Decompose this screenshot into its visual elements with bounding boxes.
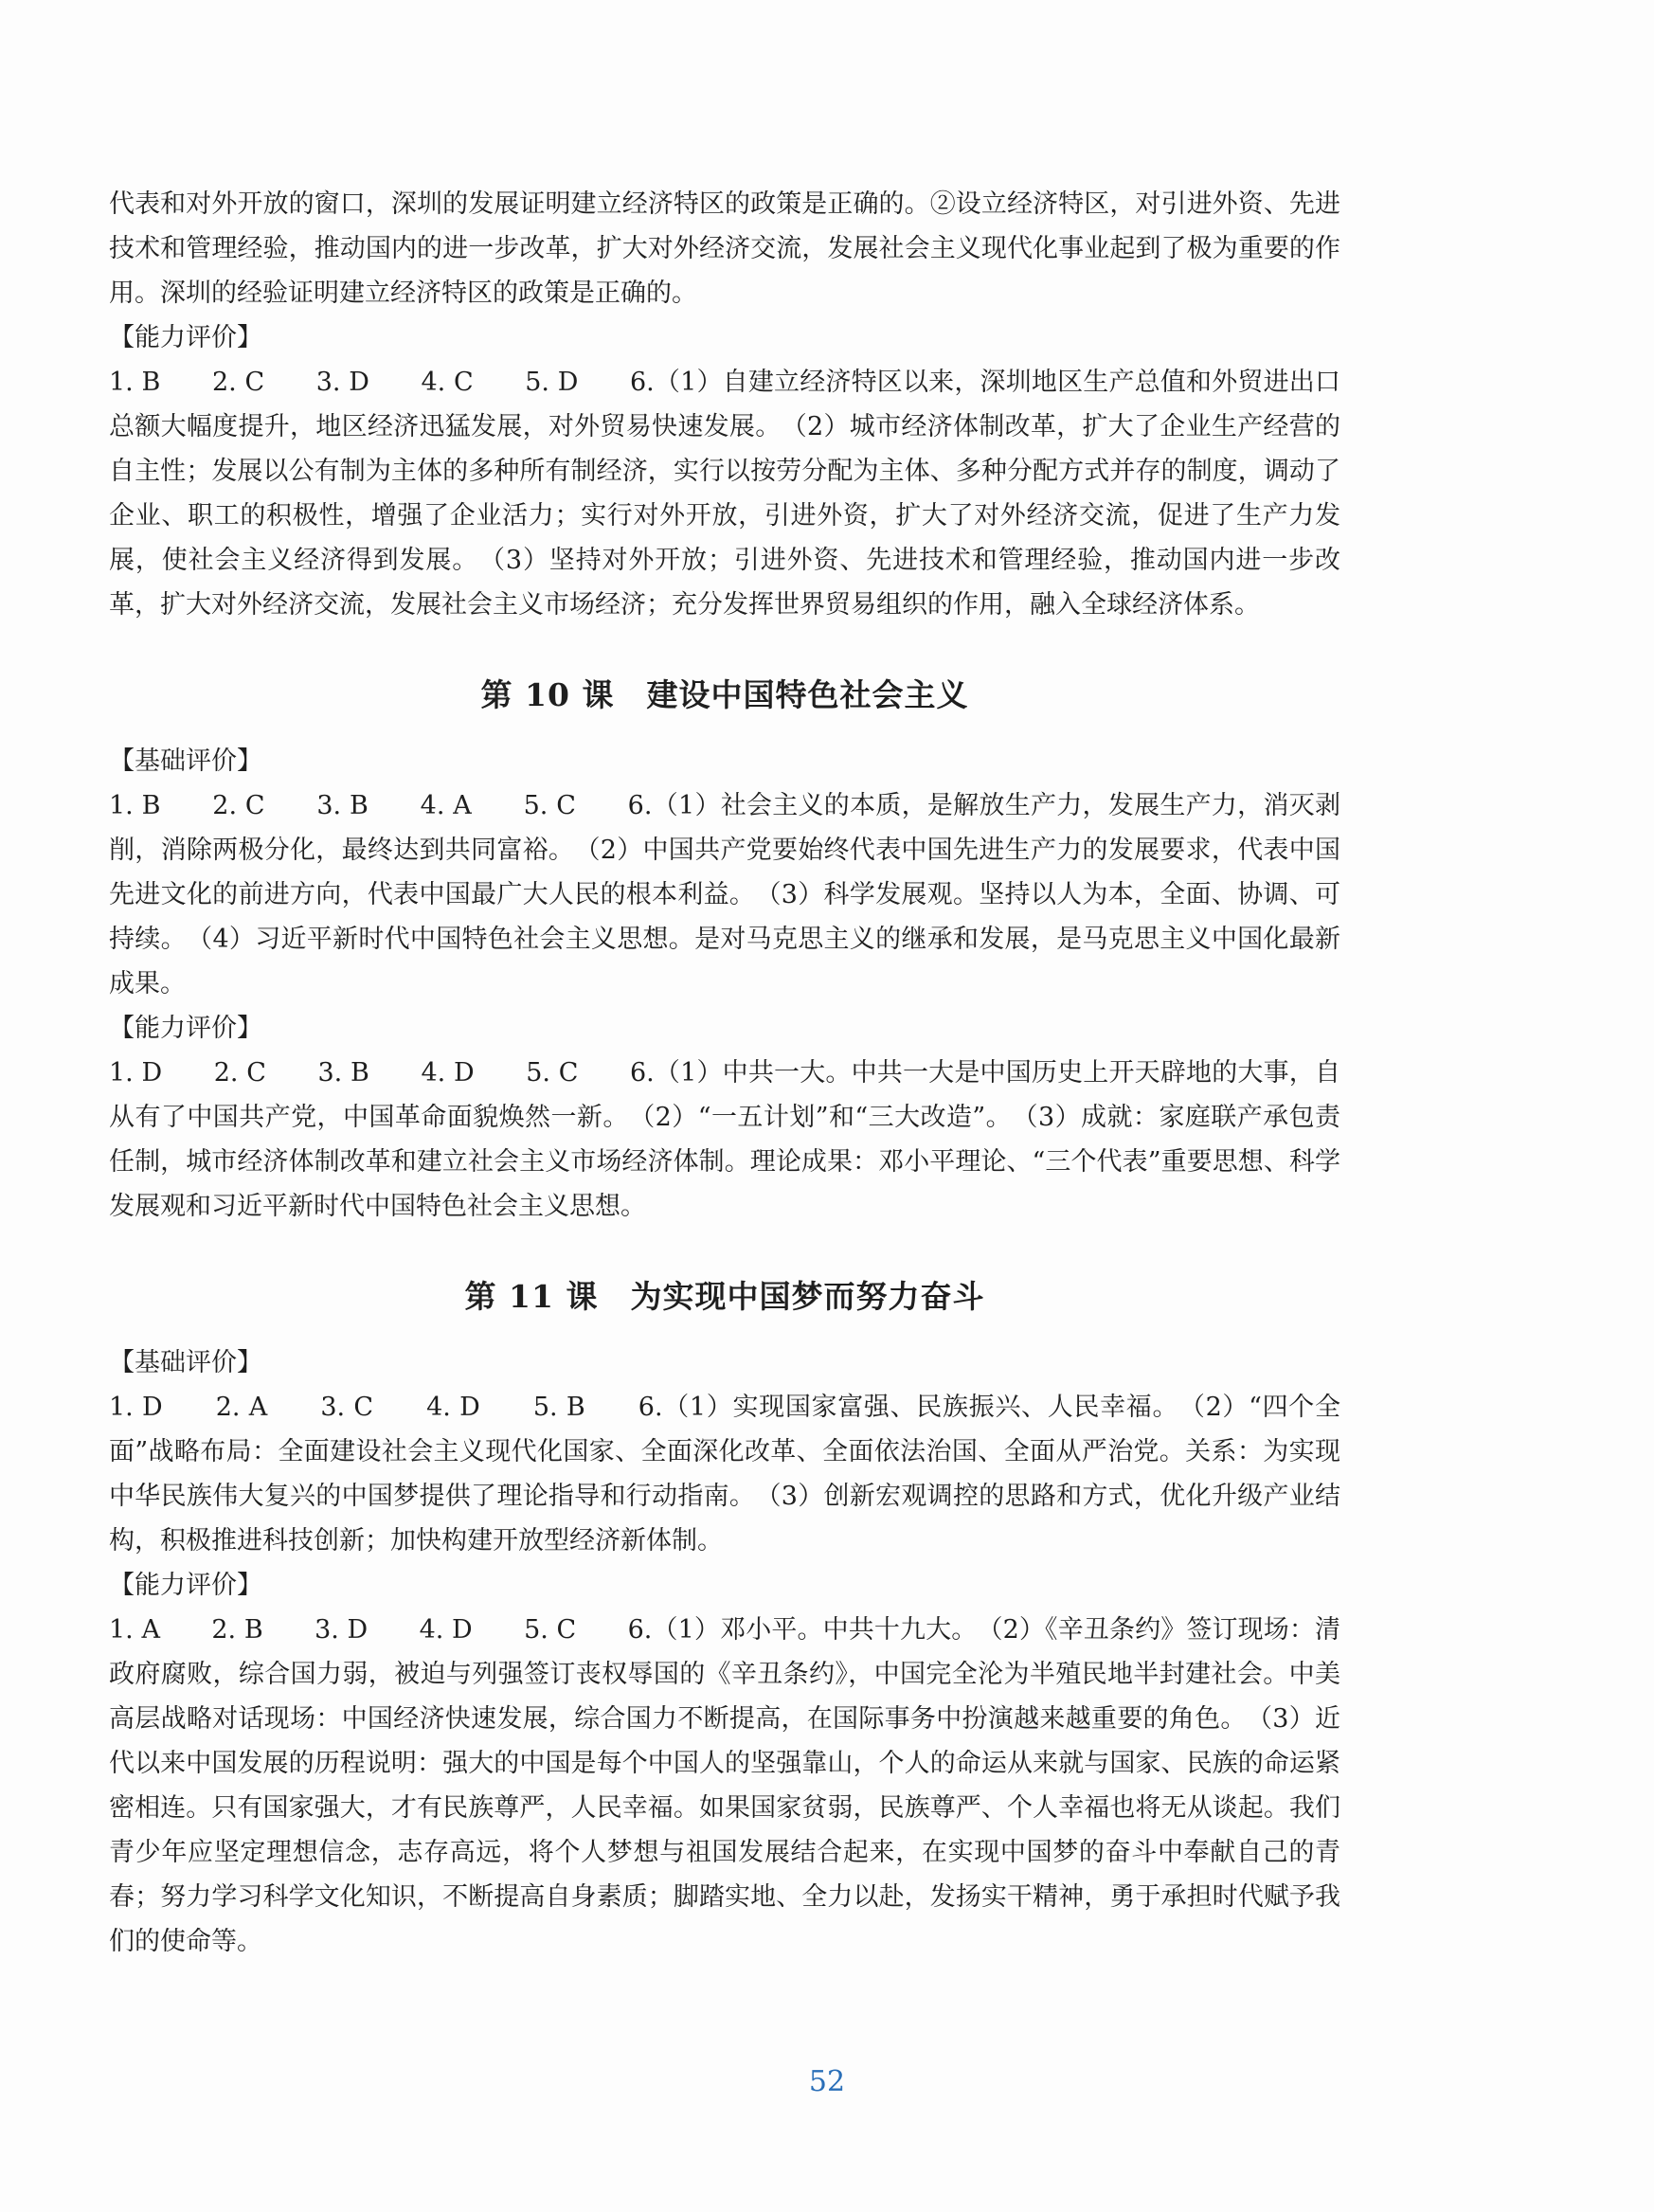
ability-answers-lesson10: 1. D 2. C 3. B 4. D 5. C 6.（1）中共一大。中共一大是中国历史上开天辟地的大事，自从有了中国共产党，中国革命面貌焕然一新。 （2）“一五计划”和“三大改造”。 （3）成就：家庭联产承包责任制，城市经济体制改革和建立社会主义市场经济体制。理论成果：邓小平理论、“三个代表”重要思想、科学发展观和习近平新时代中国特色社会主义思想。 [109, 1058, 1340, 1221]
ability-answers-lesson11: 1. A 2. B 3. D 4. D 5. C 6.（1）邓小平。中共十九大。 （2）《辛丑条约》签订现场：清政府腐败，综合国力弱，被迫与列强签订丧权辱国的《辛丑条约》，中国完全沦为半殖民地半封建社会。中美高层战略对话现场：中国经济快速发展，综合国力不断提高，在国际事务中扮演越来越重要的角色。 （3）近代以来中国发展的历程说明：强大的中国是每个中国人的坚强靠山，个人的命运从来就与国家、民族的命运紧密相连。只有国家强大，才有民族尊严，人民幸福。如果国家贫弱，民族尊严、个人幸福也将无从谈起。我们青少年应坚定理想信念，志存高远，将个人梦想与祖国发展结合起来，在实现中国梦的奋斗中奉献自己的青春；努力学习科学文化知识，不断提高自身素质；脚踏实地、全力以赴，发扬实干精神，勇于承担时代赋予我们的使命等。 [109, 1615, 1340, 1956]
basic-answers-lesson10: 1. B 2. C 3. B 4. A 5. C 6.（1）社会主义的本质，是解放生产力，发展生产力，消灭剥削，消除两极分化，最终达到共同富裕。 （2）中国共产党要始终代表中国先进生产力的发展要求，代表中国先进文化的前进方向，代表中国最广大人民的根本利益。 （3）科学发展观。坚持以人为本，全面、协调、可持续。 （4）习近平新时代中国特色社会主义思想。是对马克思主义的继承和发展，是马克思主义中国化最新成果。 [109, 791, 1340, 998]
lesson-11-title: 第 11 课 为实现中国梦而努力奋斗 [464, 1278, 985, 1315]
lesson-10-title: 第 10 课 建设中国特色社会主义 [480, 676, 969, 713]
page-content [109, 182, 1340, 1964]
ability-label-lesson11: 【能力评价】 [109, 1571, 262, 1600]
basic-label-lesson11: 【基础评价】 [109, 1348, 262, 1377]
ability-label-lesson9: 【能力评价】 [109, 323, 262, 352]
basic-label-lesson10: 【基础评价】 [109, 746, 262, 776]
basic-answers-lesson11: 1. D 2. A 3. C 4. D 5. B 6.（1）实现国家富强、民族振兴、人民幸福。 （2）“四个全面”战略布局：全面建设社会主义现代化国家、全面深化改革、全面依法治国、全面从严治党。关系：为实现中华民族伟大复兴的中国梦提供了理论指导和行动指南。 （3）创新宏观调控的思路和方式，优化升级产业结构，积极推进科技创新；加快构建开放型经济新体制。 [109, 1393, 1340, 1556]
intro-paragraph: 代表和对外开放的窗口，深圳的发展证明建立经济特区的政策是正确的。②设立经济特区，对引进外资、先进技术和管理经验，推动国内的进一步改革，扩大对外经济交流，发展社会主义现代化事业起到了极为重要的作用。深圳的经验证明建立经济特区的政策是正确的。 [109, 189, 1340, 308]
ability-answers-lesson9: 1. B 2. C 3. D 4. C 5. D 6.（1）自建立经济特区以来，深圳地区生产总值和外贸进出口总额大幅度提升，地区经济迅猛发展，对外贸易快速发展。 （2）城市经济体制改革，扩大了企业生产经营的自主性；发展以公有制为主体的多种所有制经济，实行以按劳分配为主体、多种分配方式并存的制度，调动了企业、职工的积极性，增强了企业活力；实行对外开放，引进外资，扩大了对外经济交流，促进了生产力发展，使社会主义经济得到发展。 （3）坚持对外开放；引进外资、先进技术和管理经验，推动国内进一步改革，扩大对外经济交流，发展社会主义市场经济；充分发挥世界贸易组织的作用，融入全球经济体系。 [109, 368, 1340, 620]
ability-label-lesson10: 【能力评价】 [109, 1014, 262, 1043]
page-number: 52 [808, 2065, 846, 2098]
